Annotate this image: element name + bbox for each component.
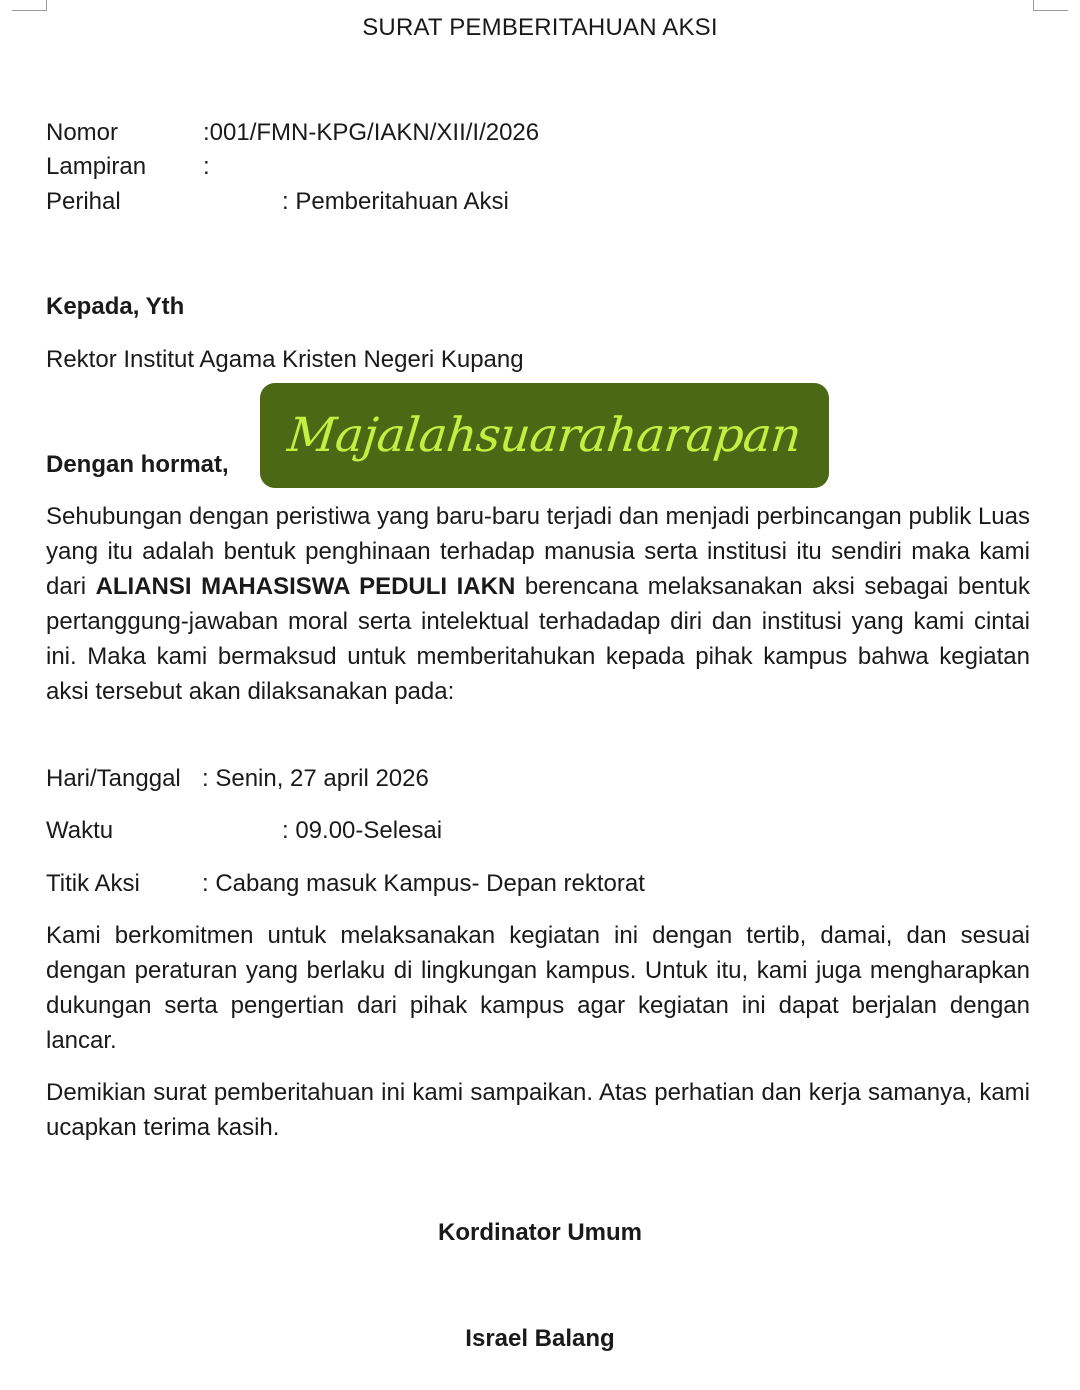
page-corner-mark-left <box>12 0 47 11</box>
signature-role: Kordinator Umum <box>438 1219 642 1246</box>
perihal-value: : Pemberitahuan Aksi <box>282 188 509 215</box>
page-corner-mark-right <box>1033 0 1068 11</box>
nomor-value: :001/FMN-KPG/IAKN/XII/I/2026 <box>203 119 540 146</box>
time-value: : 09.00-Selesai <box>282 817 443 844</box>
body-paragraph-2: Kami berkomitmen untuk melaksanakan kegiatan ini dengan tertib, damai, dan sesuai dengan peraturan yang berlaku di lingkungan kampus. Untuk itu, kami juga mengharapkan dukungan serta pengertian dari pihak kampus agar kegiatan ini dapat berjalan dengan lancar. <box>46 922 1030 1054</box>
location-value: : Cabang masuk Kampus- Depan rektorat <box>202 870 645 897</box>
perihal-label: Perihal <box>46 188 121 215</box>
alliance-name: ALIANSI MAHASISWA PEDULI IAKN <box>95 573 516 600</box>
greeting: Dengan hormat, <box>46 451 229 478</box>
recipient-salutation: Kepada, Yth <box>46 293 185 320</box>
body-paragraph-1 <box>46 499 1030 709</box>
body-paragraph-1-part1: Sehubungan dengan peristiwa yang baru-baru terjadi dan menjadi perbincangan publik Luas yang itu adalah bentuk penghinaan terhadap manusia serta institusi itu sendiri maka kami dari <box>46 503 1030 600</box>
letter-title: SURAT PEMBERITAHUAN AKSI <box>362 14 718 41</box>
date-value: : Senin, 27 april 2026 <box>202 765 429 792</box>
date-label: Hari/Tanggal <box>46 765 181 792</box>
watermark-badge <box>260 383 829 488</box>
location-label: Titik Aksi <box>46 870 140 897</box>
nomor-label: Nomor <box>46 119 119 146</box>
recipient-name: Rektor Institut Agama Kristen Negeri Kupang <box>46 346 524 373</box>
body-paragraph-3: Demikian surat pemberitahuan ini kami sampaikan. Atas perhatian dan kerja samanya, kami ucapkan terima kasih. <box>46 1079 1030 1141</box>
lampiran-value: : <box>203 153 210 180</box>
signature-name: Israel Balang <box>465 1325 615 1352</box>
body-paragraph-1-part2: berencana melaksanakan aksi sebagai bentuk pertanggung-jawaban moral serta intelektual terhadadap diri dan institusi yang kami cintai ini. Maka kami bermaksud untuk memberitahukan kepada pihak kampus bahwa kegiatan aksi tersebut akan dilaksanakan pada: <box>46 573 1030 705</box>
lampiran-label: Lampiran <box>46 153 147 180</box>
time-label: Waktu <box>46 817 114 844</box>
watermark-text: Majalahsuaraharapan <box>285 408 804 463</box>
